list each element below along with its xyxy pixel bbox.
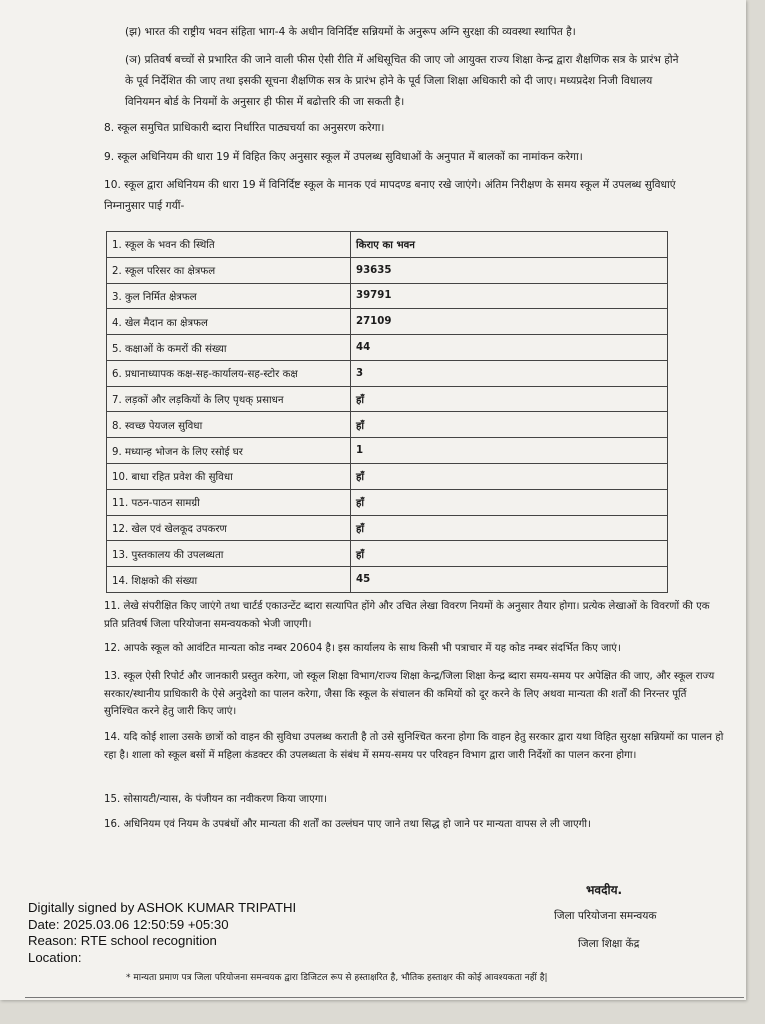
facility-label: 6. प्रधानाध्यापक कक्ष-सह-कार्यालय-सह-स्टोर कक्ष <box>107 360 351 386</box>
item-14 <box>104 729 724 764</box>
table-row <box>107 360 668 386</box>
item-text: लेखे संपरीक्षित किए जाएंगे तथा चार्टर्ड एकाउन्टेंट ब्दारा सत्यापित होंगे और उचित लेखा विवरण नियमों के अनुसार तैयार होगा। प्रत्येक लेखाओं के विवरणों की एक प्रति प्रतिवर्ष जिला परियोजना समन्वयकको भेजी जाएगी। <box>104 601 710 630</box>
facility-value: 1 <box>351 438 668 464</box>
table-row <box>107 309 668 335</box>
table-row <box>107 232 668 258</box>
footnote: * मान्यता प्रमाण पत्र जिला परियोजना समन्वयक द्वारा डिजिटल रूप से हस्ताक्षरित है, भौतिक हस्ताक्षर की कोई आवश्यकता नहीं है| <box>126 973 548 983</box>
facility-value: 27109 <box>351 309 668 335</box>
clause-jha-text: (झ) भारत की राष्ट्रीय भवन संहिता भाग-4 के अधीन विनिर्दिष्ट सन्नियमों के अनुरूप अग्नि सुरक्षा की व्यवस्था स्थापित है। <box>125 26 576 38</box>
item-11 <box>104 598 724 633</box>
signatory-office: जिला शिक्षा केंद्र <box>578 938 640 950</box>
clause-ja-text: (ञ) प्रतिवर्ष बच्चों से प्रभारित की जाने वाली फीस ऐसी रीति में अधिसूचित की जाए जो आयुक्त राज्य शिक्षा केन्द्र द्वारा शैक्षणिक सत्र के प्रारंभ होने के पूर्व निर्देशित की जाए तथा इसकी सूचना शैक्षणिक सत्र के प्रारंभ होने के पूर्व जिला शिक्षा अधिकारी को दी जाए। मध्यप्रदेश निजी विधालय विनियमन बोर्ड के नियमों के अनुसार ही फीस में बढोत्तरि की जा सकती है। <box>125 54 679 108</box>
item-8 <box>104 118 704 139</box>
page-bottom-rule <box>25 997 744 998</box>
item-number: 13. <box>104 671 121 682</box>
facility-label: 1. स्कूल के भवन की स्थिति <box>107 232 351 258</box>
item-text: स्कूल ऐसी रिपोर्ट और जानकारी प्रस्तुत करेगा, जो स्कूल शिक्षा विभाग/राज्य शिक्षा केन्द्र/जिला शिक्षा केन्द्र ब्दारा समय-समय पर अपेक्षित की जाए, और स्कूल राज्य सरकार/स्थानीय प्राधिकारी के ऐसे अनुदेशो का पालन करेगा, जैसा कि स्कूल के संचालन की कमियों को दूर करने के लिए अथवा मान्यता की शर्तों की निरन्तर पूर्ति सुनिश्चित करने हेतु जारी किए जाएं। <box>104 671 715 717</box>
facility-label: 3. कुल निर्मित क्षेत्रफल <box>107 283 351 309</box>
table-row <box>107 257 668 283</box>
facility-label: 14. शिक्षको की संख्या <box>107 567 351 593</box>
facility-value: हाँ <box>351 541 668 567</box>
item-16 <box>104 816 724 834</box>
facility-label: 10. बाधा रहित प्रवेश की सुविधा <box>107 464 351 490</box>
item-number: 8. <box>104 122 115 134</box>
item-10 <box>104 175 714 217</box>
item-number: 12. <box>104 643 121 654</box>
facility-value: 45 <box>351 567 668 593</box>
item-text: यदि कोई शाला उसके छात्रों को वाहन की सुविधा उपलब्ध कराती है तो उसे सुनिश्चित करना होगा कि वाहन हेतु सरकार द्वारा यथा विहित सुरक्षा सन्नियमों का पालन हो रहा है। शाला को स्कूल बसों में महिला कंडक्टर की उपलब्धता के संबंध में समय-समय पर परिवहन विभाग द्वारा जारी निर्देशों का पालन करना होगा। <box>104 732 724 761</box>
facility-value: किराए का भवन <box>351 232 668 258</box>
facility-value: हाँ <box>351 489 668 515</box>
digital-signature-block <box>28 900 296 966</box>
item-number: 16. <box>104 819 121 830</box>
clause-ja <box>125 50 690 113</box>
item-text: स्कूल समुचित प्राधिकारी ब्दारा निर्धारित पाठ्यचर्या का अनुसरण करेगा। <box>117 122 385 134</box>
item-12 <box>104 640 724 658</box>
facility-label: 8. स्वच्छ पेयजल सुविधा <box>107 412 351 438</box>
item-number: 15. <box>104 794 121 805</box>
table-row <box>107 567 668 593</box>
facility-value: हाँ <box>351 412 668 438</box>
item-15 <box>104 791 724 809</box>
item-number: 11. <box>104 601 121 612</box>
signature-date: Date: 2025.03.06 12:50:59 +05:30 <box>28 916 229 932</box>
clause-jha <box>125 22 690 43</box>
item-text: स्कूल अधिनियम की धारा 19 में विहित किए अनुसार स्कूल में उपलब्ध सुविधाओं के अनुपात में बालकों का नामांकन करेगा। <box>117 151 583 163</box>
facility-label: 2. स्कूल परिसर का क्षेत्रफल <box>107 257 351 283</box>
facility-value: 3 <box>351 360 668 386</box>
facility-value: 44 <box>351 335 668 361</box>
facility-label: 7. लड़कों और लड़कियों के लिए पृथक् प्रसाधन <box>107 386 351 412</box>
item-9 <box>104 147 704 168</box>
item-text: आपके स्कूल को आवंटित मान्यता कोड नम्बर 20604 है। इस कार्यालय के साथ किसी भी पत्राचार में यह कोड नम्बर संदर्भित किए जाएं। <box>123 643 621 654</box>
facility-value: हाँ <box>351 386 668 412</box>
facility-label: 4. खेल मैदान का क्षेत्रफल <box>107 309 351 335</box>
item-number: 9. <box>104 151 115 163</box>
item-text: अधिनियम एवं नियम के उपबंधों और मान्यता की शर्तों का उल्लंघन पाए जाने तथा सिद्ध हो जाने पर मान्यता वापस ले ली जाएगी। <box>123 819 591 830</box>
table-row <box>107 386 668 412</box>
table-row <box>107 335 668 361</box>
signature-signer: Digitally signed by ASHOK KUMAR TRIPATHI <box>28 900 297 915</box>
facility-label: 12. खेल एवं खेलकूद उपकरण <box>107 515 351 541</box>
signature-location: Location: <box>28 949 82 965</box>
table-row <box>107 489 668 515</box>
facility-label: 5. कक्षाओं के कमरों की संख्या <box>107 335 351 361</box>
facility-value: 39791 <box>351 283 668 309</box>
table-row <box>107 541 668 567</box>
table-row <box>107 438 668 464</box>
facility-label: 11. पठन-पाठन सामग्री <box>107 489 351 515</box>
facility-value: 93635 <box>351 257 668 283</box>
table-row <box>107 515 668 541</box>
facility-value: हाँ <box>351 515 668 541</box>
facility-label: 13. पुस्तकालय की उपलब्धता <box>107 541 351 567</box>
signature-reason: Reason: RTE school recognition <box>28 933 217 948</box>
signatory-designation: जिला परियोजना समन्वयक <box>554 910 657 922</box>
facility-value: हाँ <box>351 464 668 490</box>
item-text: स्कूल द्वारा अधिनियम की धारा 19 में विनिर्दिष्ट स्कूल के मानक एवं मापदण्ड बनाए रखे जाएंगे। अंतिम निरीक्षण के समय स्कूल में उपलब्ध सुविधाएं निम्नानुसार पाई गयीं- <box>104 179 676 212</box>
facility-label: 9. मध्यान्ह भोजन के लिए रसोई घर <box>107 438 351 464</box>
table-row <box>107 283 668 309</box>
closing-salutation: भवदीय. <box>586 883 623 897</box>
item-13 <box>104 668 724 721</box>
item-number: 14. <box>104 732 121 743</box>
item-text: सोसायटी/न्यास, के पंजीयन का नवीकरण किया जाएगा। <box>123 794 327 805</box>
facility-table <box>106 231 668 593</box>
table-row <box>107 412 668 438</box>
table-row <box>107 464 668 490</box>
item-number: 10. <box>104 179 121 191</box>
